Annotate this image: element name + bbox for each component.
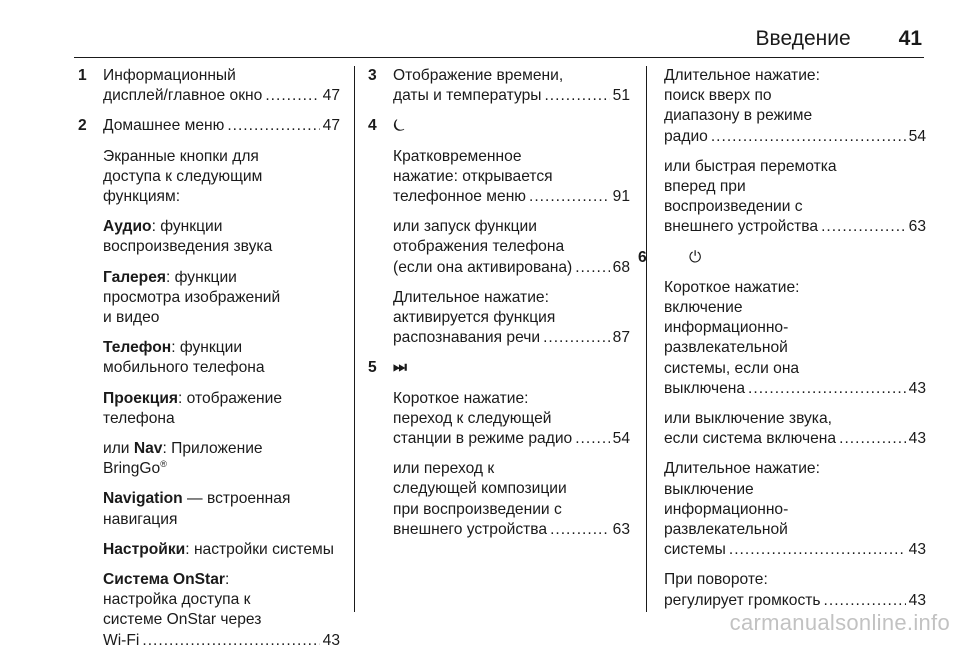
- page-ref-link[interactable]: 43: [908, 541, 926, 559]
- paragraph: Кратковременное нажатие: открывается телефонное меню ..... 91: [368, 147, 630, 208]
- paragraph: Длительное нажатие: выключение информационно- развлекательной системы ..... 43: [664, 459, 926, 560]
- page-ref-link[interactable]: 43: [908, 430, 926, 448]
- page-ref-link[interactable]: 63: [908, 218, 926, 236]
- column-divider-2: [646, 66, 647, 612]
- item-number: 3: [368, 67, 377, 84]
- page-ref-link[interactable]: 54: [612, 430, 630, 448]
- paragraph: или переход к следующей композиции при воспроизведении с внешнего устройства ..... 63: [368, 459, 630, 540]
- paragraph: или запуск функции отображения телефона (если она активирована) ..... 68: [368, 217, 630, 278]
- page-ref-link[interactable]: 54: [908, 127, 926, 145]
- phone-icon: ⏾: [393, 117, 406, 135]
- header-rule: [74, 57, 924, 58]
- column-divider-1: [354, 66, 355, 612]
- item-number: 6: [638, 248, 647, 266]
- item-number: 5: [368, 359, 377, 377]
- paragraph: Короткое нажатие: переход к следующей станции в режиме радио ..... 54: [368, 389, 630, 450]
- page-ref-link[interactable]: 47: [322, 117, 340, 135]
- page-ref-link[interactable]: 47: [322, 87, 340, 105]
- paragraph: Экранные кнопки для доступа к следующим функциям:: [103, 147, 263, 206]
- page-ref-link[interactable]: 91: [612, 188, 630, 206]
- paragraph: или выключение звука, если система включена ..... 43: [664, 409, 926, 449]
- column-1: [78, 66, 340, 661]
- page-ref-link[interactable]: 43: [908, 591, 926, 609]
- paragraph-gallery: Галерея: функции просмотра изображений и видео: [103, 268, 281, 327]
- list-item-3: 3 Отображение времени, даты и температуры ..... 51: [368, 66, 630, 106]
- page-ref-link[interactable]: 68: [612, 258, 630, 276]
- paragraph-navigation: Navigation — встроенная навигация: [103, 490, 291, 528]
- paragraph-onstar: Система OnStar: настройка доступа к системе OnStar через Wi-Fi ..... 43: [78, 570, 340, 651]
- item-number: 4: [368, 117, 377, 135]
- paragraph-nav: или Nav: Приложение BringGo®: [103, 440, 263, 478]
- paragraph: Длительное нажатие: активируется функция распознавания речи ..... 87: [368, 288, 630, 349]
- paragraph: Длительное нажатие: поиск вверх по диапазону в режиме радио ..... 54: [664, 66, 926, 147]
- paragraph: Короткое нажатие: включение информационно- развлекательной системы, если она выключена ..... 43: [664, 278, 926, 399]
- paragraph-audio: Аудио: функции воспроизведения звука: [103, 218, 273, 256]
- list-item-1: 1 Информационный дисплей/главное окно ..... 47: [78, 66, 340, 106]
- list-item-4: [368, 116, 630, 136]
- paragraph-phone: Телефон: функции мобильного телефона: [103, 339, 265, 377]
- column-2: [368, 66, 630, 550]
- item-number: 2: [78, 117, 87, 135]
- list-item-6: [638, 248, 926, 268]
- list-item-2: 2 Домашнее меню ..... 47: [78, 116, 340, 136]
- page-ref-link[interactable]: 87: [612, 329, 630, 347]
- column-3: [638, 66, 926, 611]
- page-ref-link[interactable]: 43: [322, 631, 340, 649]
- page-title: Введение: [755, 27, 851, 50]
- power-icon: ⏻: [689, 248, 702, 266]
- list-item-5: [368, 358, 630, 378]
- paragraph-settings: Настройки: настройки системы: [103, 540, 334, 558]
- skip-forward-icon: ⏭: [393, 359, 408, 377]
- paragraph-projection: Проекция: отображение телефона: [103, 389, 283, 427]
- item-number: 1: [78, 67, 87, 84]
- paragraph: или быстрая перемотка вперед при воспроизведении с внешнего устройства ..... 63: [664, 157, 926, 238]
- page-ref-link[interactable]: 63: [612, 520, 630, 538]
- page-number: 41: [898, 27, 922, 50]
- page-ref-link[interactable]: 51: [612, 87, 630, 105]
- page-header: [756, 27, 922, 51]
- paragraph: При повороте: регулирует громкость ..... 43: [664, 570, 926, 610]
- page-ref-link[interactable]: 43: [908, 379, 926, 397]
- watermark: carmanualsonline.info: [729, 610, 950, 635]
